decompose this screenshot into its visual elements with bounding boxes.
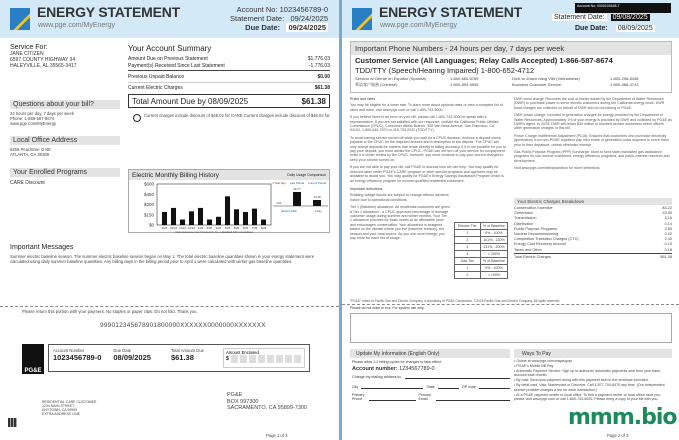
address-line: SACRAMENTO, CA 95899-7300 [227, 405, 307, 411]
account-number: 1234567789-0 [399, 366, 435, 372]
rules-column [350, 97, 506, 240]
breakdown-heading: Your Electric Charges Breakdown [514, 198, 672, 205]
total-value: $61.38 [660, 254, 672, 259]
address-line: EXTRA ADDRESS LINE [42, 412, 80, 416]
bar [243, 212, 248, 225]
charge-label: Public Purpose Programs [514, 226, 558, 231]
due-date: 08/09/2025 [617, 25, 653, 32]
tier-cell: 131% - 200% [480, 244, 507, 251]
zip-label: ZIP code [461, 385, 476, 389]
tear-line [342, 304, 679, 305]
state-field[interactable] [438, 385, 459, 389]
comparison-label: Last Period [289, 181, 305, 185]
page-1 [0, 0, 339, 440]
section-heading: Rules and rates [350, 97, 376, 101]
stub-label: Total Amount Due [170, 348, 204, 353]
ways-to-pay-list [514, 359, 672, 402]
due-date-row [575, 25, 655, 32]
paragraph: Tier 1 (Baseline) allowance: All residential customers are given a Tier 1 allowance - a CPUC approved percentage of average customer usage during summer and winter months. Your Tier 1 allowance provides for basic needs at an affordable price and encourages conservation. Your allowance is assigned based on the climate where you live (baseline territory), the season and your heat source. As you use more energy, you pay more for each tier of usage. [350, 205, 450, 240]
program-item: CARE Discount [10, 180, 45, 186]
paragraph: Rotating outage blocks are subject to change without advance notice due to operational conditions. [350, 193, 449, 202]
state-label: State [426, 385, 435, 389]
page-number: Page 2 of 3 [607, 433, 629, 438]
charge-label: Distribution [514, 221, 533, 226]
website-link[interactable]: www.pge.com/MyEnergy [38, 22, 116, 29]
row-value: $0.00 [317, 74, 330, 80]
row-label: Amount Due on Previous Statement [128, 56, 208, 62]
definitions-column [514, 97, 672, 171]
x-tick-label: 2/25 [206, 226, 213, 230]
phone-number: 1-800-893-9555 [450, 82, 479, 87]
bar [180, 220, 185, 225]
email-field[interactable] [436, 393, 510, 401]
customer-mailing-address [42, 400, 96, 416]
section-heading: Important definitions [350, 186, 383, 191]
pay-option-text: Automatic Payment Service: Sign up to authorize automatic payments sent from your bank account each month. [514, 369, 661, 378]
logo-text: PG&E [24, 368, 42, 374]
paragraph: Visit www.pge.com/billexplanation for more definitions. [514, 166, 601, 171]
due-label: Due Date: [245, 23, 281, 32]
return-note: Please return this portion with your payment. No staples or paper clips. Do not fold. Thank you. [22, 309, 198, 314]
stub-due-value: 08/09/2025 [113, 353, 151, 363]
charge-value: 0.18 [664, 247, 672, 252]
tier-cell: 0% - 100% [480, 265, 507, 272]
care-discount-note: Current charges include discount of $46.02 for CARE.Current charges include discount of $46.02 for [144, 113, 330, 118]
chart-header [129, 170, 329, 180]
charge-value: 0.02 [664, 232, 672, 237]
tier-cell: 0% - 100% [480, 230, 507, 237]
questions-text [10, 111, 125, 127]
pay-option: • Online at www.pge.com/waystopay [514, 359, 572, 363]
charge-value: -$4.22 [661, 206, 672, 210]
pay-option: • Automatic Payment Service: Sign up to authorize automatic payments sent from your bank account each month. [514, 369, 661, 378]
dollar-sign: $ [226, 356, 229, 363]
statement-date: 09/08/2025 [612, 14, 648, 21]
email-label: Primary Email [418, 393, 431, 401]
address-line: ANYTOWN, CA 99999 [42, 408, 78, 412]
stub-account [53, 348, 101, 368]
page-number: Page 1 of 3 [266, 433, 288, 438]
charge-label: Energy Cost Recovery Amount [514, 242, 566, 247]
due-label: Due Date: [575, 25, 608, 32]
pay-option-text: At a PG&E payment center or local office: To find a payment center or local office near you, please visit www.pge.com or call 1-800-743-5000. Please bring a copy of your bill with you. [514, 392, 661, 401]
phone-number: 1-800-298-8438 [610, 76, 639, 81]
charge-label: Transmission [514, 216, 537, 221]
pge-stub-logo [22, 344, 44, 374]
paragraph: To avoid having service turned off while you wait for a CPUC decision, enclose a deposit check payable to the CPUC for the disputed amount and a description of the dispute. The CPUC will only accept deposits for matters that relate directly to billing accuracy. If it is not possible for you to pay your deposit, you must advise the CPUC. PG&E can not turn off your service for nonpayment while it is under review by the CPUC, however, you must continue to pay your current charges to keep your service turned on. [350, 135, 506, 162]
due-date: 09/24/2025 [288, 23, 326, 32]
comparison-value: 14.38 [313, 195, 321, 199]
tier-table [454, 222, 508, 279]
pay-option: • PG&E's Mobile Bill Pay [514, 364, 554, 369]
bar [261, 220, 266, 225]
phone-label: 華語客戶服務 (Chinese) [355, 82, 398, 87]
billing-history-chart [128, 169, 330, 233]
x-tick-label: 7/25 [251, 226, 258, 230]
charge-label: Nuclear Decommissioning [514, 232, 559, 237]
allow-note: Please allow 1-2 billing cycles for changes to take effect. [352, 360, 442, 364]
address-line: 6597 COUNTY HIGHWAY 34 [10, 57, 76, 63]
phone-label: Primary Phone [352, 393, 365, 401]
copyright-footer: "PG&E" refers to Pacific Gas and Electric Company, a subsidiary of PG&E Corporation. ©2025 Pacific Gas and Electric Company. All rights reserved. [350, 299, 561, 303]
page-title: ENERGY STATEMENT [37, 4, 181, 20]
customer-name: JANE CITIZEN [10, 51, 44, 57]
statement-label: Statement Date: [554, 14, 605, 21]
charges-breakdown [514, 198, 672, 259]
comparison-value: 30.77 [293, 187, 301, 191]
update-info-heading: Update My Information (English Only) [350, 349, 510, 358]
tier-header: % of Baseline [480, 258, 507, 265]
phone-text: Phone: 1-866-587-8674 [10, 116, 55, 122]
account-redacted: Account No: 0000100445-7 [575, 3, 671, 13]
pay-option-text: Online at www.pge.com/waystopay [516, 359, 572, 363]
tier-cell: > 200% [480, 251, 507, 258]
city-label: City [352, 385, 359, 389]
charge-value: 8.16 [664, 216, 672, 221]
zip-field[interactable] [479, 385, 510, 389]
stub-label: Due Date [113, 348, 132, 353]
office-heading: Local Office Address [10, 136, 120, 145]
summary-row [128, 63, 330, 71]
account-label: Account No: [236, 5, 278, 14]
x-tick-label: 9/24 [161, 226, 168, 230]
tier-cell: > 100% [480, 272, 507, 279]
phone-label: Servicio al Cliente en Español (Spanish) [355, 76, 427, 81]
questions-heading: Questions about your bill? [10, 100, 120, 109]
statement-label: Statement Date: [229, 14, 285, 23]
tier-header: % of Baseline [480, 223, 507, 230]
phones-heading: Important Phone Numbers - 24 hours per day, 7 days per week [351, 42, 671, 55]
comparison-axis-label: 1 Day [314, 209, 322, 213]
payee-address [227, 392, 307, 412]
address-line: 1234 MAIN STREET [42, 404, 75, 408]
summary-row [128, 56, 330, 62]
messages-heading: Important Messages [10, 244, 74, 251]
page-title: ENERGY STATEMENT [379, 4, 523, 20]
phone-number: 1-800-468-4743 [610, 82, 639, 87]
breakdown-rows [514, 206, 672, 253]
tier-cell: 4 [455, 251, 481, 258]
phone-field[interactable] [369, 393, 416, 401]
stub-label: Account Number [53, 348, 85, 353]
payment-stub-box [48, 344, 310, 372]
row-label: Previous Unpaid Balance [128, 74, 185, 80]
stub-due [113, 348, 151, 368]
comparison-axis-label: Electric kWh [281, 209, 297, 213]
charge-label: Competition Transition Charges (CTC) [514, 237, 579, 242]
account-summary [128, 44, 330, 108]
tier-cell: 2 [455, 237, 481, 244]
row-value: -1,776.03 [308, 63, 330, 69]
row-value: $61.38 [314, 85, 330, 91]
pay-option: • By debit card, Visa, Mastercard or Discover: Call 1-877-704-8470 any time. (Our independent service provider charges a fee for each transaction.) [514, 383, 665, 392]
x-tick-label: 1/25 [197, 226, 204, 230]
tdd-line: TDD/TTY (Speech/Hearing Impaired) 1-800-652-4712 [355, 66, 535, 75]
service-for [10, 44, 120, 69]
y-tick-label: $450 [143, 191, 154, 197]
bar [234, 209, 239, 225]
phone-number: 1-800-660-6789 [450, 76, 479, 81]
y-tick-label: $300 [143, 202, 154, 207]
summary-title: Your Account Summary [128, 44, 212, 53]
y-tick-label: $0 [148, 222, 154, 228]
paragraph: DWR power charge: Included in generation charges for energy provided by the Department of Water Resources. Approximately 1% of your energy is provided by DWR and collected by PG&E as DWR's agent. In 2025, DWR will return $35 million to bundled service customers which offsets other generation charges in this bill. [514, 113, 672, 131]
pay-option-text: By mail: Send your payment along with this payment stub in the envelope provided. [516, 378, 649, 383]
x-tick-label: 6/25 [242, 226, 249, 230]
charge-label: Generation [514, 211, 533, 216]
row-value: $1,776.03 [307, 56, 330, 62]
office-line: 9258 Peachtree st NE [10, 147, 51, 152]
chart-title: Electric Monthly Billing History [132, 171, 220, 179]
scanline: 999012345678901800000XXXXXX0000000XXXXXXX [100, 322, 266, 329]
programs-heading: Your Enrolled Programs [10, 168, 120, 177]
paragraph: Power Charge Indifference Adjustment (PCIA): Ensures that customers who purchase electricity (generation) from non-PG&E suppliers pay their share of generation costs acquired to serve them prior to their departure, unless otherwise exempt. [514, 133, 669, 147]
account-label: Account number: [352, 366, 398, 372]
statement-date-row [552, 14, 650, 21]
paragraph: DWR bond charge: Recovers the cost of bonds issued by the Department of Water Resources (DWR) to purchase power to serve electric customers during the California energy crisis. DWR bond charges are collected on behalf of DWR and do not belong to PG&E. [514, 97, 665, 110]
office-address [10, 147, 51, 157]
watermark: mmm.bio [568, 405, 677, 430]
address-line: HALEYVILLE, AL 35565-3417 [10, 63, 77, 69]
account-number: 1023456789-0 [279, 5, 328, 14]
messages-text: Summer electric baseline season. The summer electric baseline season began on May 1. The total electric baseline quantities shown in your energy statement were calculated using daily summer baseline quantities. Any billing days in the billing period prior to April 1 were calculated with winter gas baseline quantities. [10, 254, 315, 265]
daily-usage-link[interactable]: Daily Usage Comparison [287, 173, 326, 177]
tear-line [0, 306, 339, 307]
charge-value: 0.14 [664, 221, 672, 226]
bar [171, 208, 176, 225]
pge-logo-icon [352, 8, 372, 30]
mailing-address-field[interactable] [405, 375, 510, 379]
comparison-label: Current Period [307, 181, 327, 185]
chart-svg [129, 181, 329, 233]
tier-header: Gas Tier [455, 258, 481, 265]
row-label: Current Electric Charges [128, 85, 183, 91]
summary-row [128, 74, 330, 83]
info-icon [133, 114, 141, 122]
stub-account-value: 1023456789-0 [53, 353, 102, 363]
x-tick-label: 10/24 [170, 226, 177, 230]
phone-numbers-box [350, 41, 672, 93]
tier-cell: 101% - 130% [480, 237, 507, 244]
y-tick-label: $150 [143, 212, 154, 218]
pay-option-text: PG&E's Mobile Bill Pay [516, 364, 554, 369]
bar [162, 212, 167, 225]
amount-enclosed-field[interactable] [223, 348, 305, 368]
paragraph: You may be eligible for a lower rate. To learn more about optional rates or view a complete list of rates and rules, visit www.pge.com or call 1-800-743-5000. [350, 103, 503, 112]
x-tick-label: 12/24 [188, 226, 195, 230]
paragraph: Gas Public Purpose Program (PPP) Surcharge: Used to fund state-mandated gas assistance programs for low-income customers, energy efficiency programs, and public-interest research and development. [514, 150, 670, 163]
phone-label: Dịch vụ khách hàng Việt (Vietnamese) [512, 76, 580, 81]
x-tick-label: 5/25 [233, 226, 240, 230]
comparison-value: N/A [276, 201, 282, 205]
x-tick-label: 8/25 [260, 226, 267, 230]
hours-text: 24 hours per day, 7 days per week [10, 111, 74, 116]
address-line: BOX 997300 [227, 398, 259, 405]
paragraph: If you believe there is an error on your bill, please call 1-800-743-5000 to speak with a representative. If you are not satisfied with our response, contact the California Public Utilities Commission (CPUC), Consumer Affairs Branch, 505 Van Ness Avenue, San Francisco, CA 94102, 1-800-649-7570 or 415-703-2032 (TDD/TTY). [350, 115, 499, 133]
bar [189, 211, 194, 225]
box-note: Please do not mark in box. For system use only. [350, 306, 425, 310]
stub-total [171, 348, 204, 368]
tier-header: Electric Tier [455, 223, 481, 230]
system-use-box [350, 313, 672, 343]
website-text[interactable]: www.pge.com/MyEnergy [10, 121, 57, 127]
comparison-label: 1 Year Ago [272, 181, 286, 185]
tier-cell: 2 [455, 272, 481, 279]
total-label: Total Electric Charges [514, 254, 551, 259]
bar [198, 208, 203, 225]
charge-value: 3.85 [664, 226, 672, 231]
total-due-label: Total Amount Due by 08/09/2025 [132, 96, 249, 106]
pay-option-text: By debit card, Visa, Mastercard or Discover: Call 1-877-704-8470 any time. (Our independent service provider charges a fee for each transaction.) [514, 383, 665, 392]
bar [225, 196, 230, 225]
tier-cell: 3 [455, 244, 481, 251]
bar [252, 209, 257, 225]
row-label: Payment(s) Received Since Last Statement [128, 63, 225, 69]
charge-value: -0.13 [663, 242, 672, 247]
x-tick-label: 11/24 [179, 226, 186, 230]
bar [207, 220, 212, 225]
mailing-label: Change my mailing address to: [352, 375, 402, 379]
stub-label: Amount Enclosed [226, 350, 259, 355]
bar [216, 217, 221, 225]
breakdown-total [514, 253, 672, 259]
address-line: RESIDENTIAL CARE CUSTOMER [42, 400, 97, 404]
comparison-bar [293, 192, 301, 206]
y-tick-label: $600 [143, 181, 154, 187]
address-line: PG&E [227, 392, 243, 398]
total-due-box [128, 94, 330, 108]
website-link[interactable]: www.pge.com/MyEnergy [380, 22, 458, 29]
paragraph: If you are not able to pay your bill, call PG&E to discuss how we can help. You may qualify for reduced rates under PG&E's CARE program or other special programs and agencies may be available to assist you. You may qualify for PG&E's Energy Savings Assistance Program which is an energy efficiency program for income-qualified residential customers. [350, 165, 504, 183]
service-label: Service For: [10, 44, 48, 51]
phone-grid [351, 75, 671, 89]
x-tick-label: 4/25 [224, 226, 231, 230]
charge-value: 2.40 [664, 237, 672, 242]
account-info [210, 5, 328, 32]
charge-label: Taxes and Other [514, 247, 542, 252]
charge-value: 49.83 [662, 211, 672, 216]
stub-total-value: $61.38 [170, 353, 194, 363]
tier-cell: 1 [455, 230, 481, 237]
qr-code-icon [8, 418, 17, 427]
chart-footnote: Visit www.pge.com/myenergy for a detailed bill comparison [174, 230, 254, 233]
city-field[interactable] [361, 385, 423, 389]
update-info-form [352, 360, 510, 401]
total-due-value: $61.38 [301, 96, 326, 106]
statement-date: 09/24/2025 [290, 14, 328, 23]
customer-service-line: Customer Service (All Languages; Relay Calls Accepted) 1-866-587-8674 [355, 56, 613, 65]
ways-to-pay-heading: Ways To Pay [514, 349, 672, 358]
pay-option: • By mail: Send your payment along with this payment stub in the envelope provided. [514, 378, 649, 383]
charge-label: Conservation Incentive [514, 206, 553, 210]
pay-option: • At a PG&E payment center or local office: To find a payment center or local office near you, please visit www.pge.com or call 1-800-743-5000. Please bring a copy of your bill with you. [514, 392, 661, 401]
summary-row [128, 85, 330, 91]
page-2 [342, 0, 679, 440]
comparison-bar [313, 200, 321, 206]
phone-label: Business Customer Service [512, 82, 562, 87]
pge-logo-icon [10, 8, 30, 30]
x-tick-label: 3/25 [215, 226, 222, 230]
office-line: ATLANTA, GA 30309 [10, 152, 50, 158]
tier-cell: 1 [455, 265, 481, 272]
